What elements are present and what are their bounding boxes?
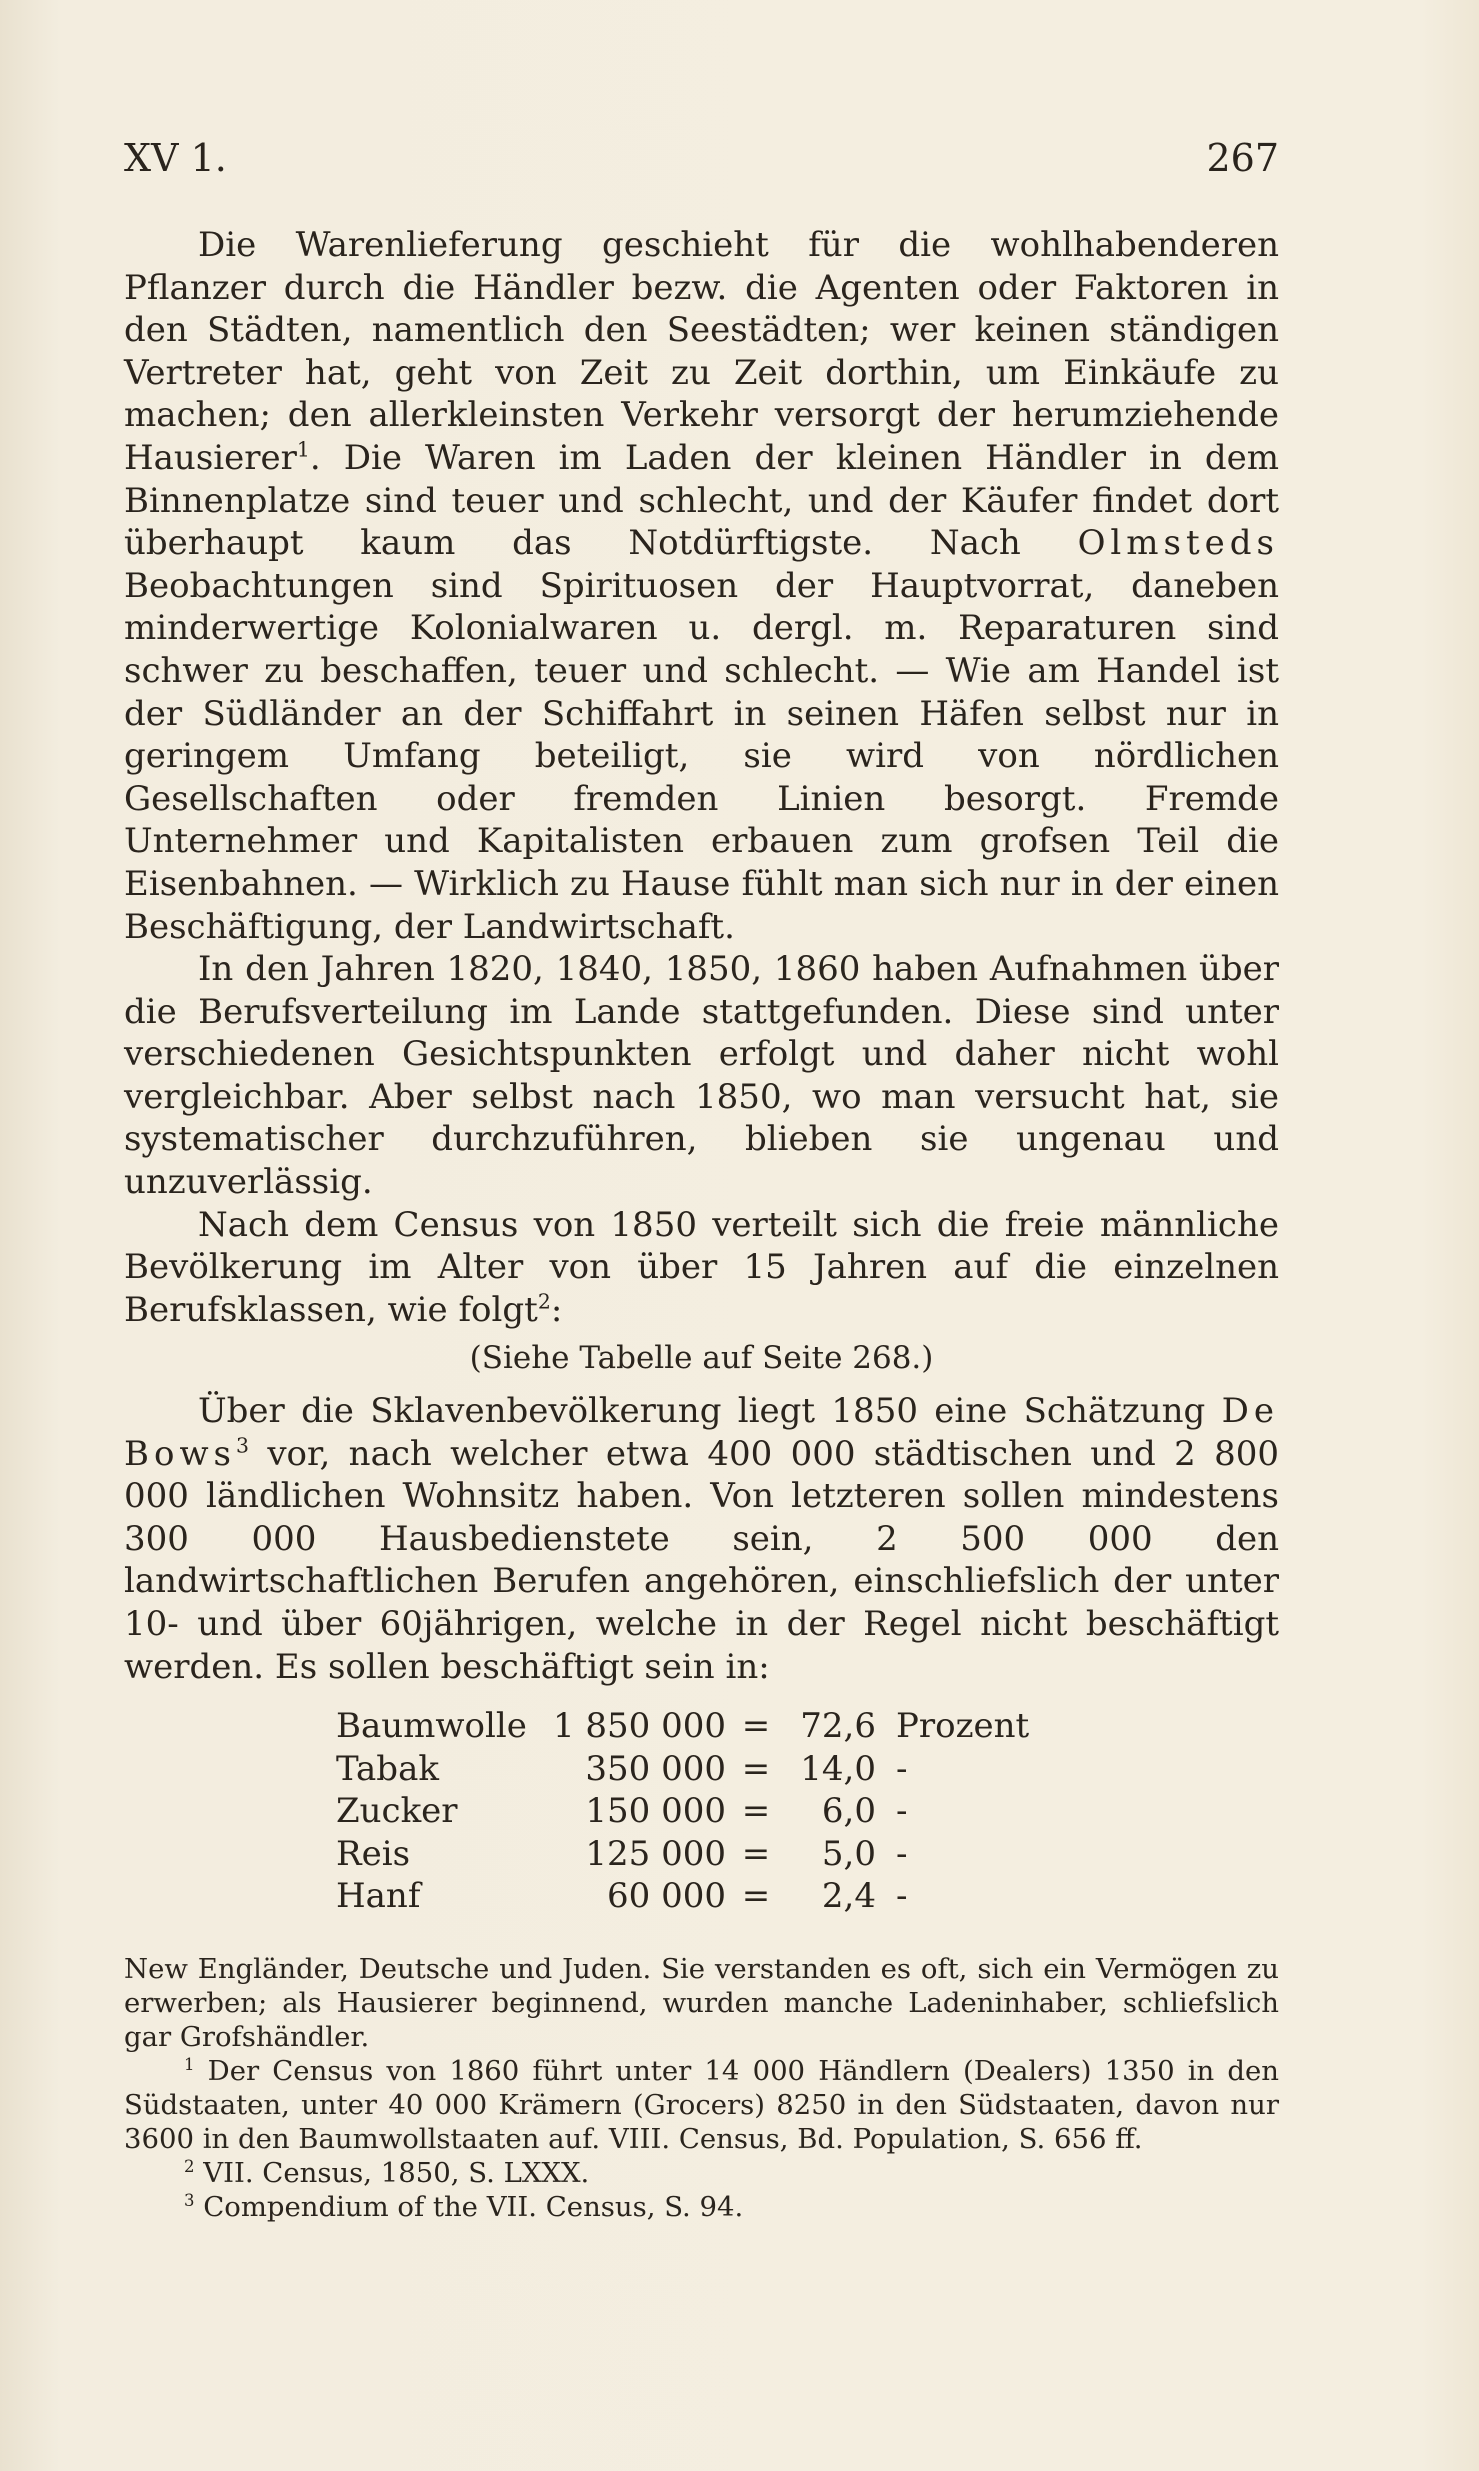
page-number: 267 — [1206, 136, 1279, 180]
crop-name: Reis — [336, 1833, 411, 1874]
paragraph-2: In den Jahren 1820, 1840, 1850, 1860 haben Aufnahmen über die Berufsverteilung im Lande stattgefunden. Diese sind unter verschiedenen Gesichtspunkten erfolgt und daher nicht wohl vergleichbar. Aber selbst nach 1850, wo man versucht hat, sie systematischer durchzuführen, blieben sie ungenau und unzuverlässig. — [124, 949, 1279, 1203]
percent-value: 6,0 — [821, 1791, 876, 1832]
crop-name: Zucker — [336, 1791, 458, 1832]
table-row — [336, 1833, 1046, 1876]
table-row — [336, 1790, 1046, 1833]
paragraph-3 — [124, 1204, 1279, 1332]
percent-value: 5,0 — [821, 1833, 876, 1874]
paragraph-1 — [124, 224, 1279, 948]
author-de-bow: De Bows — [124, 1391, 1279, 1474]
table-row — [336, 1748, 1046, 1791]
percent-unit: Prozent — [896, 1706, 1030, 1746]
worker-count: 350 000 — [585, 1748, 726, 1789]
table-row — [336, 1875, 1046, 1918]
footnote-3 — [124, 2190, 1279, 2224]
paragraph-1-text-c: Beobachtungen sind Spirituosen der Hauptvorrat, daneben minderwertige Kolonialwaren u. dergl. m. Reparaturen sind schwer zu beschaffen, teuer und schlecht. — Wie am Handel ist der Südländer an der Schiffahrt in seinen Häfen selbst nur in geringem Umfang beteiligt, sie wird von nördlichen Gesellschaften oder fremden Linien besorgt. Fremde Unternehmer und Kapitalisten erbauen zum grofsen Teil die Eisenbahnen. — Wirklich zu Hause fühlt man sich nur in der einen Beschäftigung, der Landwirtschaft. — [124, 565, 1279, 947]
running-header — [124, 138, 1279, 178]
equals-sign: = — [741, 1876, 771, 1917]
section-number: XV 1. — [124, 136, 227, 180]
table-reference: (Siehe Tabelle auf Seite 268.) — [469, 1340, 934, 1377]
employment-table — [336, 1705, 1046, 1918]
table-row — [336, 1705, 1046, 1748]
footnote-2-text: VII. Census, 1850, S. LXXX. — [194, 2157, 590, 2189]
ditto-mark: - — [896, 1791, 908, 1832]
paragraph-3-text-b: : — [550, 1289, 563, 1330]
paragraph-4 — [124, 1390, 1279, 1688]
worker-count: 150 000 — [585, 1791, 726, 1832]
percent-value: 14,0 — [800, 1748, 876, 1789]
footnote-mark: 3 — [184, 2190, 195, 2210]
paragraph-4-text-a: Über die Sklavenbevölkerung liegt 1850 eine Schätzung — [198, 1391, 1222, 1432]
footnote-ref-1: 1 — [296, 437, 310, 462]
equals-sign: = — [741, 1833, 771, 1874]
worker-count: 60 000 — [607, 1876, 726, 1917]
percent-value: 2,4 — [821, 1876, 876, 1917]
equals-sign: = — [741, 1706, 771, 1746]
ditto-mark: - — [896, 1876, 908, 1917]
author-olmsted: Olmsteds — [1077, 523, 1279, 564]
footnote-2 — [124, 2156, 1279, 2190]
crop-name: Hanf — [336, 1876, 421, 1917]
paragraph-1-text-b: . Die Waren im Laden der kleinen Händler in dem Binnenplatze sind teuer und schlecht, und der Käufer findet dort überhaupt kaum das Notdürftigste. Nach — [124, 437, 1279, 564]
paragraph-4-text-b: vor, nach welcher etwa 400 000 städtischen und 2 800 000 ländlichen Wohnsitz haben. Von letzteren sollen mindestens 300 000 Hausbedienstete sein, 2 500 000 den landwirtschaftlichen Berufen angehören, einschliefslich der unter 10- und über 60jährigen, welche in der Regel nicht beschäftigt werden. Es sollen beschäftigt sein in: — [124, 1433, 1279, 1687]
paragraph-1-text-a: Die Warenlieferung geschieht für die wohlhabenderen Pflanzer durch die Händler bezw. die Agenten oder Faktoren in den Städten, namentlich den Seestädten; wer keinen ständigen Vertreter hat, geht von Zeit zu Zeit dorthin, um Einkäufe zu machen; den allerkleinsten Verkehr versorgt der herumziehende Hausierer — [124, 225, 1279, 478]
crop-name: Tabak — [336, 1748, 439, 1789]
footnote-ref-3: 3 — [236, 1433, 249, 1458]
paragraph-3-text-a: Nach dem Census von 1850 verteilt sich die freie männliche Bevölkerung im Alter von über 15 Jahren auf die einzelnen Berufsklassen, wie folgt — [124, 1204, 1279, 1330]
footnote-1-text: Der Census von 1860 führt unter 14 000 Händlern (Dealers) 1350 in den Südstaaten, unter 40 000 Krämern (Grocers) 8250 in den Südstaaten, davon nur 3600 in den Baumwollstaaten auf. VIII. Census, Bd. Population, S. 656 ff. — [124, 2055, 1279, 2155]
equals-sign: = — [741, 1748, 771, 1789]
main-text — [124, 224, 1279, 1688]
crop-name: Baumwolle — [336, 1706, 527, 1746]
footnote-continuation: New Engländer, Deutsche und Juden. Sie verstanden es oft, sich ein Vermögen zu erwerben; als Hausierer beginnend, wurden manche Ladeninhaber, schliefslich gar Grofshändler. — [124, 1953, 1279, 2053]
ditto-mark: - — [896, 1833, 908, 1874]
footnotes — [124, 1952, 1279, 2224]
equals-sign: = — [741, 1791, 771, 1832]
footnote-mark: 2 — [184, 2156, 195, 2176]
percent-value: 72,6 — [800, 1706, 876, 1746]
footnote-1 — [124, 2054, 1279, 2156]
worker-count: 1 850 000 — [552, 1706, 726, 1746]
footnote-mark: 1 — [184, 2054, 195, 2074]
worker-count: 125 000 — [585, 1833, 726, 1874]
ditto-mark: - — [896, 1748, 908, 1789]
footnote-3-text: Compendium of the VII. Census, S. 94. — [194, 2191, 744, 2223]
footnote-ref-2: 2 — [537, 1289, 551, 1314]
